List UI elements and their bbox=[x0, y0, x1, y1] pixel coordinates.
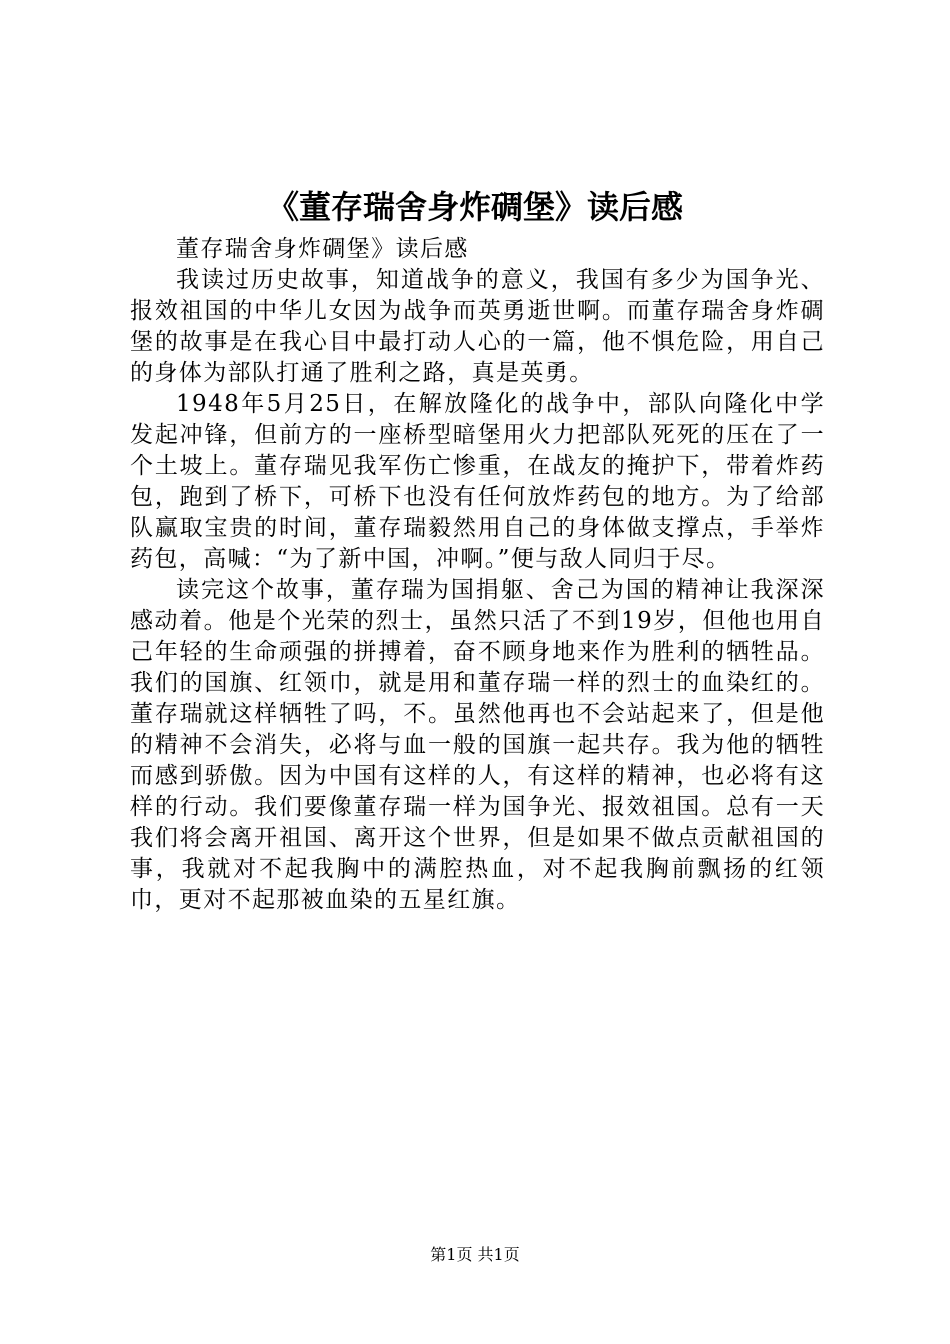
document-subtitle: 董存瑞舍身炸碉堡》读后感 bbox=[176, 236, 469, 262]
page-number-footer: 第1页 共1页 bbox=[430, 1245, 520, 1264]
paragraph-2: 1948年5月25日，在解放隆化的战争中，部队向隆化中学发起冲锋，但前方的一座桥型暗堡用火力把部队死死的压在了一个土坡上。董存瑞见我军伤亡惨重，在战友的掩护下，带着炸药包，跑到了桥下，可桥下也没有任何放炸药包的地方。为了给部队赢取宝贵的时间，董存瑞毅然用自己的身体做支撑点，手举炸药包，高喊：“为了新中国，冲啊。”便与敌人同归于尽。 bbox=[130, 391, 825, 572]
document-body bbox=[130, 234, 825, 916]
paragraph-3: 读完这个故事，董存瑞为国捐躯、舍己为国的精神让我深深感动着。他是个光荣的烈士，虽然只活了不到19岁，但他也用自己年轻的生命顽强的拼搏着，奋不顾身地来作为胜利的牺牲品。我们的国旗、红领巾，就是用和董存瑞一样的烈士的血染红的。董存瑞就这样牺牲了吗，不。虽然他再也不会站起来了，但是他的精神不会消失，必将与血一般的国旗一起共存。我为他的牺牲而感到骄傲。因为中国有这样的人，有这样的精神，也必将有这样的行动。我们要像董存瑞一样为国争光、报效祖国。总有一天我们将会离开祖国、离开这个世界，但是如果不做点贡献祖国的事，我就对不起我胸中的满腔热血，对不起我胸前飘扬的红领巾，更对不起那被血染的五星红旗。 bbox=[130, 577, 825, 913]
paragraph-1: 我读过历史故事，知道战争的意义，我国有多少为国争光、报效祖国的中华儿女因为战争而英勇逝世啊。而董存瑞舍身炸碉堡的故事是在我心目中最打动人心的一篇，他不惧危险，用自己的身体为部队打通了胜利之路，真是英勇。 bbox=[130, 267, 825, 386]
document-title: 《董存瑞舍身炸碉堡》读后感 bbox=[266, 188, 683, 226]
